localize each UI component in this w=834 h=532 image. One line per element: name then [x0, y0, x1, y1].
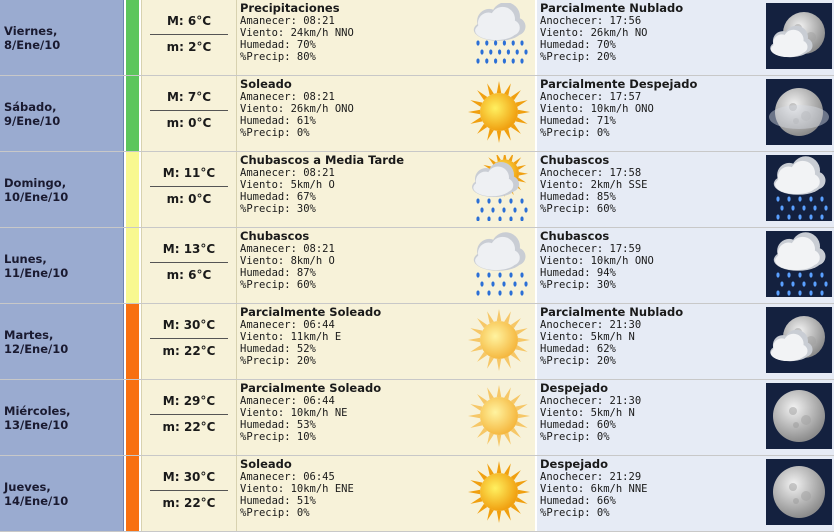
day-details [240, 230, 335, 291]
full-moon-icon [766, 383, 832, 449]
night-condition: Chubascos [540, 153, 610, 167]
humidity: Humedad: 52% [240, 343, 316, 355]
precip-chance: %Precip: 0% [540, 431, 610, 443]
sun-rain-cloud-icon [466, 155, 532, 221]
day-forecast-cell [237, 228, 535, 303]
hazy-sun-icon [466, 307, 532, 373]
sunset-time: Anochecer: 17:59 [540, 243, 642, 255]
max-temperature: M: 6°C [166, 14, 212, 28]
wind: Viento: 5km/h N [540, 407, 635, 419]
wind: Viento: 11km/h E [240, 331, 342, 343]
precip-chance: %Precip: 20% [540, 355, 616, 367]
day-details [240, 306, 381, 367]
wind: Viento: 24km/h NNO [240, 27, 354, 39]
day-forecast-cell [237, 456, 535, 531]
light-rain-cloud-icon [466, 231, 532, 297]
date-cell [0, 228, 124, 303]
date-label: Miércoles, 13/Ene/10 [4, 403, 71, 432]
day-details [240, 458, 354, 519]
sunset-time: Anochecer: 21:29 [540, 471, 642, 483]
date-cell [0, 304, 124, 379]
temperature-cell [141, 76, 237, 151]
temperature-divider [150, 186, 228, 187]
day-condition: Soleado [240, 77, 292, 91]
day-forecast-cell [237, 380, 535, 455]
max-temperature: M: 30°C [162, 470, 216, 484]
sunset-time: Anochecer: 21:30 [540, 395, 642, 407]
date-label: Lunes, 11/Ene/10 [4, 251, 69, 280]
date-cell [0, 0, 124, 75]
temperature-cell [141, 0, 237, 75]
precip-chance: %Precip: 20% [240, 355, 316, 367]
day-condition: Chubascos [240, 229, 310, 243]
min-temperature: m: 22°C [162, 344, 216, 358]
wind: Viento: 8km/h O [240, 255, 335, 267]
min-temperature: m: 22°C [162, 420, 216, 434]
min-temperature: m: 0°C [166, 192, 212, 206]
date-label: Jueves, 14/Ene/10 [4, 479, 69, 508]
temperature-cell [141, 304, 237, 379]
temperature-cell [141, 456, 237, 531]
humidity: Humedad: 61% [240, 115, 316, 127]
full-moon-icon [766, 459, 832, 525]
sunrise-time: Amanecer: 08:21 [240, 15, 335, 27]
day-details [240, 2, 354, 63]
hazy-sun-icon [466, 383, 532, 449]
humidity: Humedad: 70% [540, 39, 616, 51]
wind: Viento: 10km/h ENE [240, 483, 354, 495]
night-forecast-cell [537, 0, 834, 75]
date-cell [0, 152, 124, 227]
date-label: Martes, 12/Ene/10 [4, 327, 69, 356]
day-condition: Soleado [240, 457, 292, 471]
night-forecast-cell [537, 380, 834, 455]
sun-icon [466, 459, 532, 525]
sunrise-time: Amanecer: 08:21 [240, 91, 335, 103]
precip-chance: %Precip: 30% [240, 203, 316, 215]
date-cell [0, 380, 124, 455]
day-forecast-cell [237, 0, 535, 75]
date-cell [0, 456, 124, 531]
wind: Viento: 10km/h ONO [540, 103, 654, 115]
humidity: Humedad: 60% [540, 419, 616, 431]
day-condition: Parcialmente Soleado [240, 305, 382, 319]
moon-cloud-icon [766, 3, 832, 69]
humidity: Humedad: 87% [240, 267, 316, 279]
sunset-time: Anochecer: 17:58 [540, 167, 642, 179]
forecast-row [0, 76, 834, 152]
night-condition: Despejado [540, 457, 609, 471]
temperature-cell [141, 228, 237, 303]
moon-haze-icon [766, 79, 832, 145]
night-forecast-cell [537, 456, 834, 531]
wind: Viento: 6km/h NNE [540, 483, 648, 495]
day-condition: Chubascos a Media Tarde [240, 153, 404, 167]
wind: Viento: 10km/h ONO [540, 255, 654, 267]
night-condition: Chubascos [540, 229, 610, 243]
temperature-divider [150, 490, 228, 491]
precip-chance: %Precip: 80% [240, 51, 316, 63]
night-rain-cloud-icon [766, 155, 832, 221]
humidity: Humedad: 94% [540, 267, 616, 279]
humidity: Humedad: 70% [240, 39, 316, 51]
forecast-row [0, 0, 834, 76]
temperature-divider [150, 34, 228, 35]
sun-icon [466, 79, 532, 145]
night-details [540, 154, 647, 215]
sunrise-time: Amanecer: 06:44 [240, 395, 335, 407]
min-temperature: m: 0°C [166, 116, 212, 130]
humidity: Humedad: 66% [540, 495, 616, 507]
max-temperature: M: 13°C [162, 242, 216, 256]
min-temperature: m: 6°C [166, 268, 212, 282]
wind: Viento: 5km/h O [240, 179, 335, 191]
date-label: Sábado, 9/Ene/10 [4, 99, 61, 128]
humidity: Humedad: 62% [540, 343, 616, 355]
night-details [540, 2, 683, 63]
night-details [540, 382, 641, 443]
wind: Viento: 26km/h NO [540, 27, 648, 39]
day-details [240, 154, 404, 215]
night-details [540, 306, 683, 367]
day-condition: Precipitaciones [240, 1, 340, 15]
max-temperature: M: 30°C [162, 318, 216, 332]
precip-chance: %Precip: 0% [540, 127, 610, 139]
night-condition: Parcialmente Nublado [540, 305, 684, 319]
precip-chance: %Precip: 0% [240, 507, 310, 519]
temperature-color-bar [126, 0, 139, 75]
temperature-cell [141, 380, 237, 455]
forecast-row [0, 456, 834, 532]
temperature-divider [150, 338, 228, 339]
min-temperature: m: 2°C [166, 40, 212, 54]
day-details [240, 78, 354, 139]
precip-chance: %Precip: 30% [540, 279, 616, 291]
precip-chance: %Precip: 20% [540, 51, 616, 63]
wind: Viento: 5km/h N [540, 331, 635, 343]
temperature-color-bar [126, 456, 139, 531]
humidity: Humedad: 53% [240, 419, 316, 431]
day-forecast-cell [237, 304, 535, 379]
temperature-color-bar [126, 228, 139, 303]
night-forecast-cell [537, 304, 834, 379]
night-condition: Parcialmente Despejado [540, 77, 698, 91]
wind: Viento: 10km/h NE [240, 407, 348, 419]
night-forecast-cell [537, 152, 834, 227]
precip-chance: %Precip: 10% [240, 431, 316, 443]
wind: Viento: 2km/h SSE [540, 179, 648, 191]
wind: Viento: 26km/h ONO [240, 103, 354, 115]
day-forecast-cell [237, 152, 535, 227]
humidity: Humedad: 85% [540, 191, 616, 203]
temperature-divider [150, 110, 228, 111]
night-details [540, 458, 647, 519]
precip-chance: %Precip: 0% [540, 507, 610, 519]
temperature-divider [150, 414, 228, 415]
humidity: Humedad: 67% [240, 191, 316, 203]
night-rain-cloud-icon [766, 231, 832, 297]
sunrise-time: Amanecer: 06:45 [240, 471, 335, 483]
max-temperature: M: 11°C [162, 166, 216, 180]
sunrise-time: Amanecer: 08:21 [240, 243, 335, 255]
night-condition: Parcialmente Nublado [540, 1, 684, 15]
temperature-divider [150, 262, 228, 263]
forecast-row [0, 304, 834, 380]
night-forecast-cell [537, 228, 834, 303]
date-label: Viernes, 8/Ene/10 [4, 23, 61, 52]
forecast-row [0, 152, 834, 228]
night-condition: Despejado [540, 381, 609, 395]
temperature-color-bar [126, 380, 139, 455]
night-details [540, 78, 697, 139]
forecast-row [0, 380, 834, 456]
rain-cloud-icon [466, 3, 532, 69]
day-condition: Parcialmente Soleado [240, 381, 382, 395]
moon-cloud-icon [766, 307, 832, 373]
sunset-time: Anochecer: 21:30 [540, 319, 642, 331]
night-details [540, 230, 654, 291]
forecast-row [0, 228, 834, 304]
precip-chance: %Precip: 60% [240, 279, 316, 291]
sunset-time: Anochecer: 17:57 [540, 91, 642, 103]
temperature-color-bar [126, 152, 139, 227]
min-temperature: m: 22°C [162, 496, 216, 510]
humidity: Humedad: 71% [540, 115, 616, 127]
date-cell [0, 76, 124, 151]
day-details [240, 382, 381, 443]
day-forecast-cell [237, 76, 535, 151]
temperature-color-bar [126, 304, 139, 379]
temperature-color-bar [126, 76, 139, 151]
temperature-cell [141, 152, 237, 227]
sunrise-time: Amanecer: 06:44 [240, 319, 335, 331]
max-temperature: M: 29°C [162, 394, 216, 408]
max-temperature: M: 7°C [166, 90, 212, 104]
sunset-time: Anochecer: 17:56 [540, 15, 642, 27]
humidity: Humedad: 51% [240, 495, 316, 507]
precip-chance: %Precip: 60% [540, 203, 616, 215]
precip-chance: %Precip: 0% [240, 127, 310, 139]
date-label: Domingo, 10/Ene/10 [4, 175, 69, 204]
night-forecast-cell [537, 76, 834, 151]
sunrise-time: Amanecer: 08:21 [240, 167, 335, 179]
